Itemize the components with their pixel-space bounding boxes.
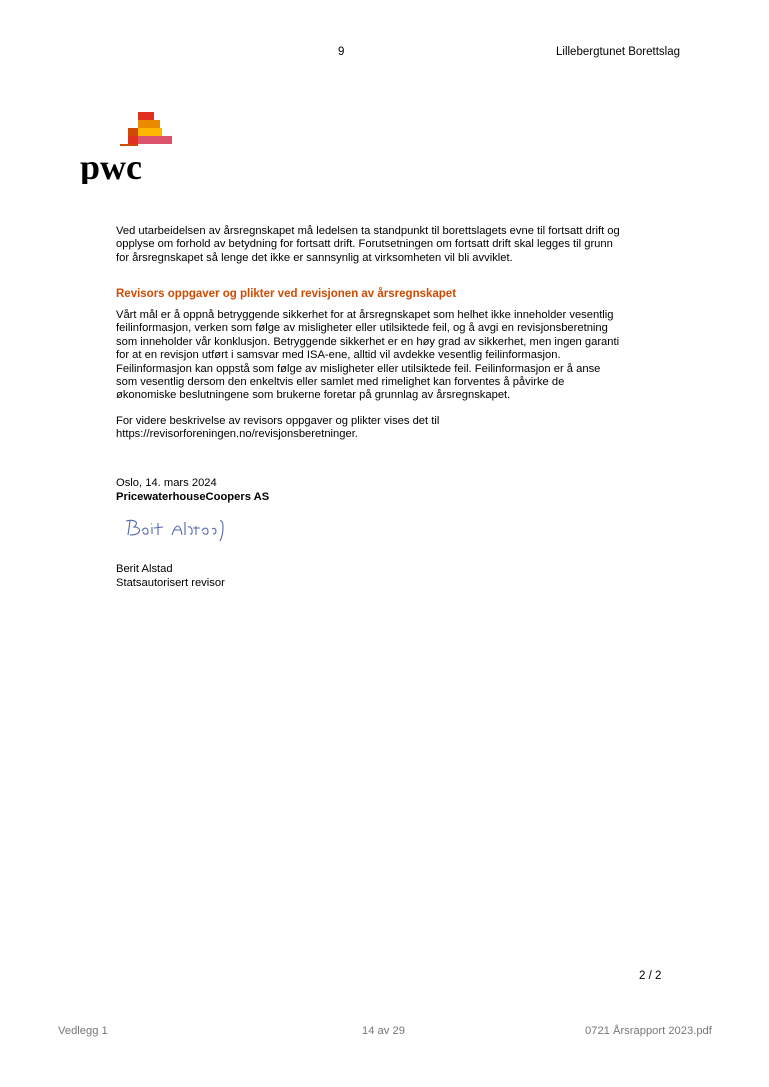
signer-name: Berit Alstad xyxy=(116,563,173,575)
paragraph-auditor-duties xyxy=(116,309,676,403)
text-line: for årsregnskapet så lenge det ikke er sannsynlig at virksomheten vil bli avviklet. xyxy=(116,251,513,264)
reference-link[interactable]: https://revisorforeningen.no/revisjonsberetninger. xyxy=(116,428,358,441)
text-line: feilinformasjon, verken som følge av misligheter eller utilsiktede feil, og å avgi en revisjonsberetning xyxy=(116,322,608,335)
pwc-logo xyxy=(80,112,176,189)
handwritten-signature xyxy=(120,513,240,552)
header-organization: Lillebergtunet Borettslag xyxy=(556,46,681,58)
text-line: økonomiske beslutningene som brukerne foretar på grunnlag av årsregnskapet. xyxy=(116,389,511,402)
text-line: som vesentlig dersom den enkeltvis eller samlet med rimelighet kan forventes å påvirke de xyxy=(116,376,565,389)
header-page-number: 9 xyxy=(338,46,345,58)
pwc-logo-graphic xyxy=(80,112,176,184)
signature-graphic xyxy=(120,513,240,547)
footer-page-of: 14 av 29 xyxy=(362,1025,405,1037)
signer-title: Statsautorisert revisor xyxy=(116,577,225,589)
place-date: Oslo, 14. mars 2024 xyxy=(116,477,217,489)
firm-name: PricewaterhouseCoopers AS xyxy=(116,491,270,503)
text-line: Vårt mål er å oppnå betryggende sikkerhet for at årsregnskapet som helhet ikke inneholder vesentlig xyxy=(116,309,614,321)
logo-wordmark: pwc xyxy=(80,147,142,184)
text-line: for at en revisjon utført i samsvar med ISA-ene, alltid vil avdekke vesentlig feilinformasjon. xyxy=(116,349,561,362)
footer-filename: 0721 Årsrapport 2023.pdf xyxy=(585,1025,712,1037)
text-line: Ved utarbeidelsen av årsregnskapet må ledelsen ta standpunkt til borettslagets evne til fortsatt drift og xyxy=(116,225,620,237)
footer-attachment: Vedlegg 1 xyxy=(58,1025,108,1037)
paragraph-reference xyxy=(116,415,676,442)
paragraph-going-concern xyxy=(116,225,676,265)
section-heading: Revisors oppgaver og plikter ved revisjonen av årsregnskapet xyxy=(116,288,457,300)
text-line: For videre beskrivelse av revisors oppgaver og plikter vises det til xyxy=(116,415,440,427)
page-count: 2 / 2 xyxy=(639,970,662,982)
text-line: som inneholder vår konklusjon. Betryggende sikkerhet er en høy grad av sikkerhet, men ingen garanti xyxy=(116,335,620,348)
text-line: Feilinformasjon kan oppstå som følge av misligheter eller utilsiktede feil. Feilinformasjon er å anse xyxy=(116,362,601,375)
text-line: opplyse om forhold av betydning for fortsatt drift. Forutsetningen om fortsatt drift skal legges til grunn xyxy=(116,238,613,251)
